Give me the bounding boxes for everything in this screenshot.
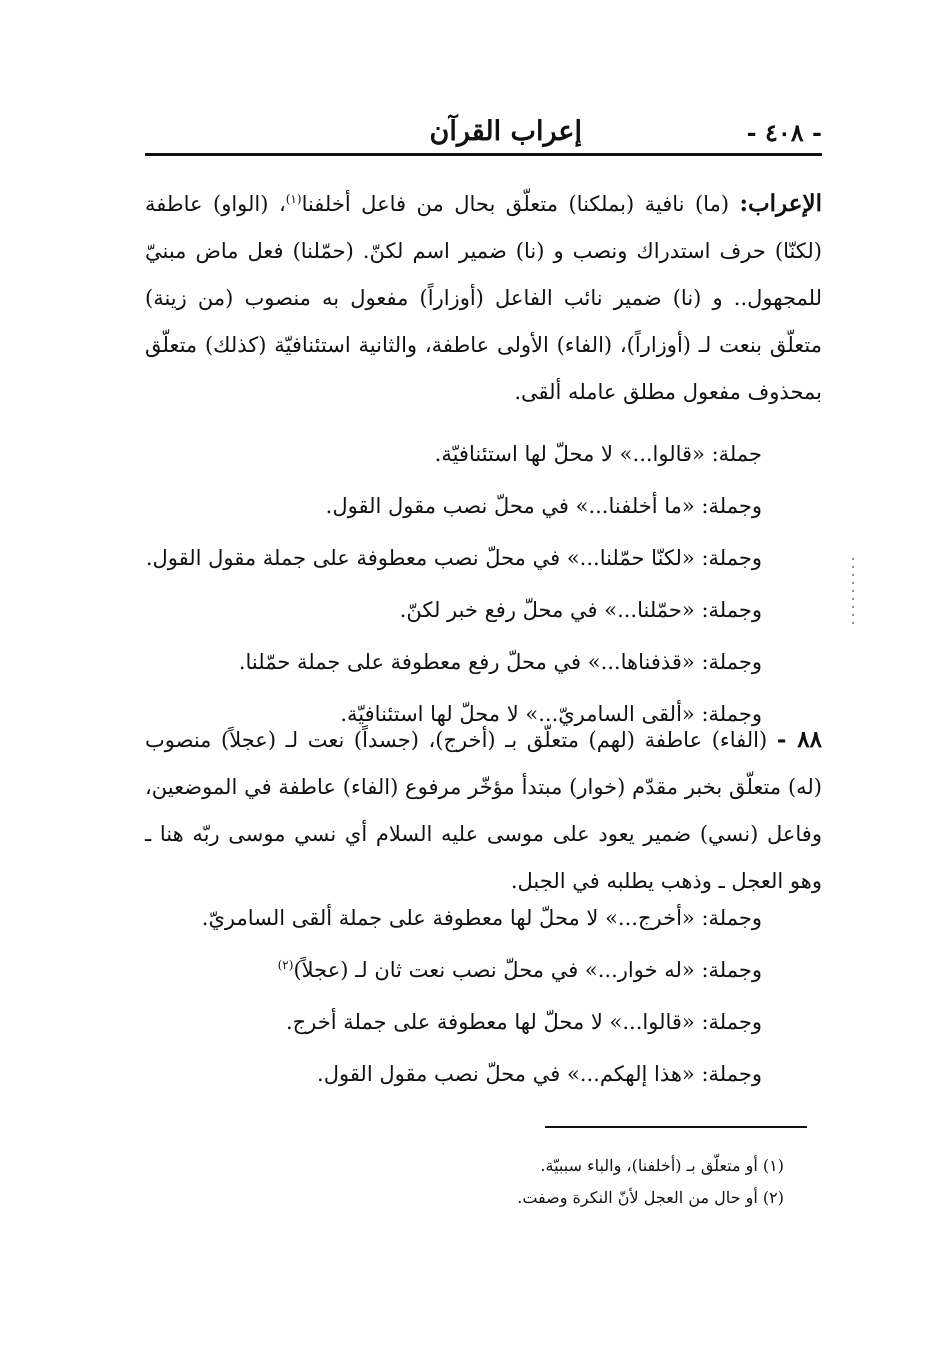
list-item: وجملة: «قذفناها...» في محلّ رفع معطوفة على جملة حمّلنا.	[238, 650, 762, 674]
irab-text-part2: ، (الواو) عاطفة (لكنّا) حرف استدراك ونصب و (نا) ضمير اسم لكنّ. (حمّلنا) فعل ماض مبنيّ للمجهول.. و (نا) ضمير نائب الفاعل (أوزاراً) مفعول به منصوب (من زينة) متعلّق بنعت لـ (أوزاراً)، (الفاء) الأولى عاطفة، والثانية استئنافيّة (كذلك) متعلّق بمحذوف مفعول مطلق عامله ألقى.	[145, 192, 822, 404]
list-item-text: وجملة: «أخرج...» لا محلّ لها معطوفة على جملة ألقى السامريّ.	[201, 906, 762, 930]
scan-speckles	[850, 555, 856, 625]
header-rule	[145, 153, 822, 156]
list-item-text: وجملة: «هذا إلهكم...» في محلّ نصب مقول القول.	[317, 1062, 762, 1086]
list-item: وجملة: «لكنّا حمّلنا...» في محلّ نصب معطوفة على جملة مقول القول.	[145, 546, 762, 570]
irab-heading: الإعراب:	[739, 190, 822, 217]
list-item: وجملة: «ما أخلفنا...» في محلّ نصب مقول القول.	[325, 494, 762, 518]
footnotes	[517, 1150, 784, 1214]
footnote-2: (٢) أو حال من العجل لأنّ النكرة وصفت.	[517, 1188, 784, 1207]
list-item	[122, 1048, 762, 1100]
list-item-text: وجملة: «قالوا...» لا محلّ لها معطوفة على جملة أخرج.	[285, 1010, 762, 1034]
book-title: إعراب القرآن	[429, 116, 582, 147]
running-header	[145, 110, 822, 154]
list-item-text: وجملة: «له خوار...» في محلّ نصب نعت ثان لـ (عجلاً)	[293, 958, 762, 982]
verse-number: ٨٨ -	[776, 726, 822, 753]
footnote-ref-2[interactable]: (٢)	[277, 958, 294, 972]
list-item: وجملة: «ألقى السامريّ...» لا محلّ لها استئنافيّة.	[340, 702, 762, 726]
footnote-separator	[545, 1126, 807, 1128]
irab-paragraph	[145, 180, 822, 416]
verse-88-text: (الفاء) عاطفة (لهم) متعلّق بـ (أخرج)، (جسداً) نعت لـ (عجلاً) منصوب (له) متعلّق بخبر مقدّم (خوار) مبتدأ مؤخّر مرفوع (الفاء) عاطفة في الموضعين، وفاعل (نسي) ضمير يعود على موسى عليه السلام أي نسي موسى ربّه هنا ـ وهو العجل ـ وذهب يطلبه في الجبل.	[145, 728, 822, 893]
list-item	[122, 892, 762, 944]
sentence-list-2	[122, 892, 762, 1100]
sentence-list-1	[122, 428, 762, 740]
list-item	[122, 944, 762, 996]
verse-88-paragraph	[145, 716, 822, 905]
irab-text-part1: (ما) نافية (بملكنا) متعلّق بحال من فاعل أخلفنا	[301, 192, 740, 216]
list-item: جملة: «قالوا...» لا محلّ لها استئنافيّة.	[434, 442, 762, 466]
footnote-ref-1[interactable]: (١)	[285, 192, 302, 206]
list-item	[122, 996, 762, 1048]
list-item: وجملة: «حمّلنا...» في محلّ رفع خبر لكنّ.	[399, 598, 762, 622]
footnote-1: (١) أو متعلّق بـ (أخلفنا)، والباء سببيّة.	[540, 1156, 784, 1175]
page-number: - ٤٠٨ -	[746, 118, 822, 147]
